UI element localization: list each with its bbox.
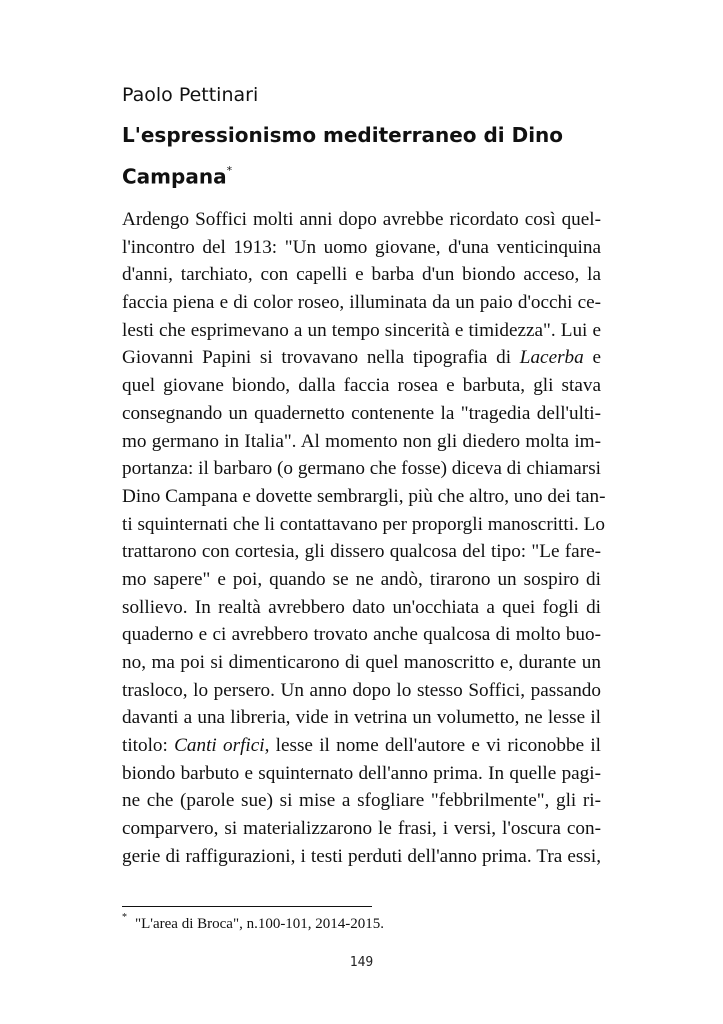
body-line-text: no, ma poi si dimenticarono di quel manoscritto e, durante un [122,652,601,673]
title-footnote-mark: * [226,164,233,177]
body-line [122,649,601,677]
body-line-text: davanti a una libreria, vide in vetrina un volumetto, ne lesse il [122,707,601,729]
body-text [122,206,606,871]
body-line [122,704,601,732]
body-line [122,483,606,511]
body-line [122,843,601,871]
body-line [122,261,601,289]
body-line-italic: Canti orfici [174,735,265,757]
body-line [122,206,601,234]
body-line [122,455,601,483]
body-line-text: mo germano in Italia". Al momento non gli diedero molta im- [122,430,601,452]
body-line [122,317,601,345]
body-line-text: quel giovane biondo, dalla faccia rosea e barbuta, gli stava [122,375,601,397]
body-line-text: gerie di raffigurazioni, i testi perduti dell'anno prima. Tra essi, [122,845,601,867]
body-line [122,677,601,705]
body-line [122,344,601,372]
title-line-2 [122,154,602,196]
body-line-text: Giovanni Papini si trovavano nella tipografia di [122,347,520,369]
body-line-text: Ardengo Soffici molti anni dopo avrebbe ricordato così quel- [122,209,601,230]
body-line-text: ti squinternati che li contattavano per proporgli manoscritti. Lo [122,513,605,535]
body-line [122,594,601,622]
body-line-text: quaderno e ci avrebbero trovato anche qualcosa di molto buo- [122,624,601,646]
article-title [122,116,602,196]
footnote-text: "L'area di Broca", n.100-101, 2014-2015. [135,916,385,932]
body-line-text: titolo: [122,735,175,757]
body-line-text-end: , lesse il nome dell'autore e vi riconobbe il [264,735,602,757]
body-line-text: l'incontro del 1913: "Un uomo giovane, d'una venticinquina [122,236,601,258]
footnote-mark: * [122,912,127,923]
body-line-text: Dino Campana e dovette sembrargli, più che altro, uno dei tan- [122,485,606,507]
footnote [122,914,384,933]
body-line [122,234,601,262]
body-line [122,511,605,539]
body-line-text: trattarono con cortesia, gli dissero qualcosa del tipo: "Le fare- [122,541,601,563]
body-line-text: lesti che esprimevano a un tempo sincerità e timidezza". Lui e [122,319,601,341]
body-line-text: faccia piena e di color roseo, illuminata da un paio d'occhi ce- [122,292,601,314]
body-line-text: trasloco, lo persero. Un anno dopo lo stesso Soffici, passando [122,679,601,701]
body-line-text: biondo barbuto e squinternato dell'anno prima. In quelle pagi- [122,762,601,784]
body-line-text: ne che (parole sue) si mise a sfogliare "febbrilmente", gli ri- [122,790,601,812]
body-line [122,566,601,594]
body-line [122,732,601,760]
body-line-text: portanza: il barbaro (o germano che fosse) diceva di chiamarsi [122,458,601,480]
author-name: Paolo Pettinari [122,84,259,106]
body-line-text-end: e [583,347,601,369]
body-line-text: d'anni, tarchiato, con capelli e barba d'un biondo acceso, la [122,264,601,286]
body-line-text: mo sapere" e poi, quando se ne andò, tirarono un sospiro di [122,568,601,590]
body-line-text: comparvero, si materializzarono le frasi, i versi, l'oscura con- [122,818,601,840]
body-line-italic: Lacerba [519,347,584,369]
body-line [122,787,601,815]
footnote-rule [122,906,372,907]
title-line-1: L'espressionismo mediterraneo di Dino [122,123,564,147]
page-number: 149 [349,955,374,970]
body-line [122,372,601,400]
body-line [122,289,601,317]
body-line [122,815,601,843]
body-line [122,428,601,456]
body-line [122,538,601,566]
body-line [122,400,601,428]
body-line [122,760,601,788]
body-line-text: sollievo. In realtà avrebbero dato un'occhiata a quei fogli di [122,596,601,618]
body-line [122,621,601,649]
body-line-text: consegnando un quadernetto contenente la "tragedia dell'ulti- [122,402,601,424]
title-line-2-text: Campana [122,164,227,189]
